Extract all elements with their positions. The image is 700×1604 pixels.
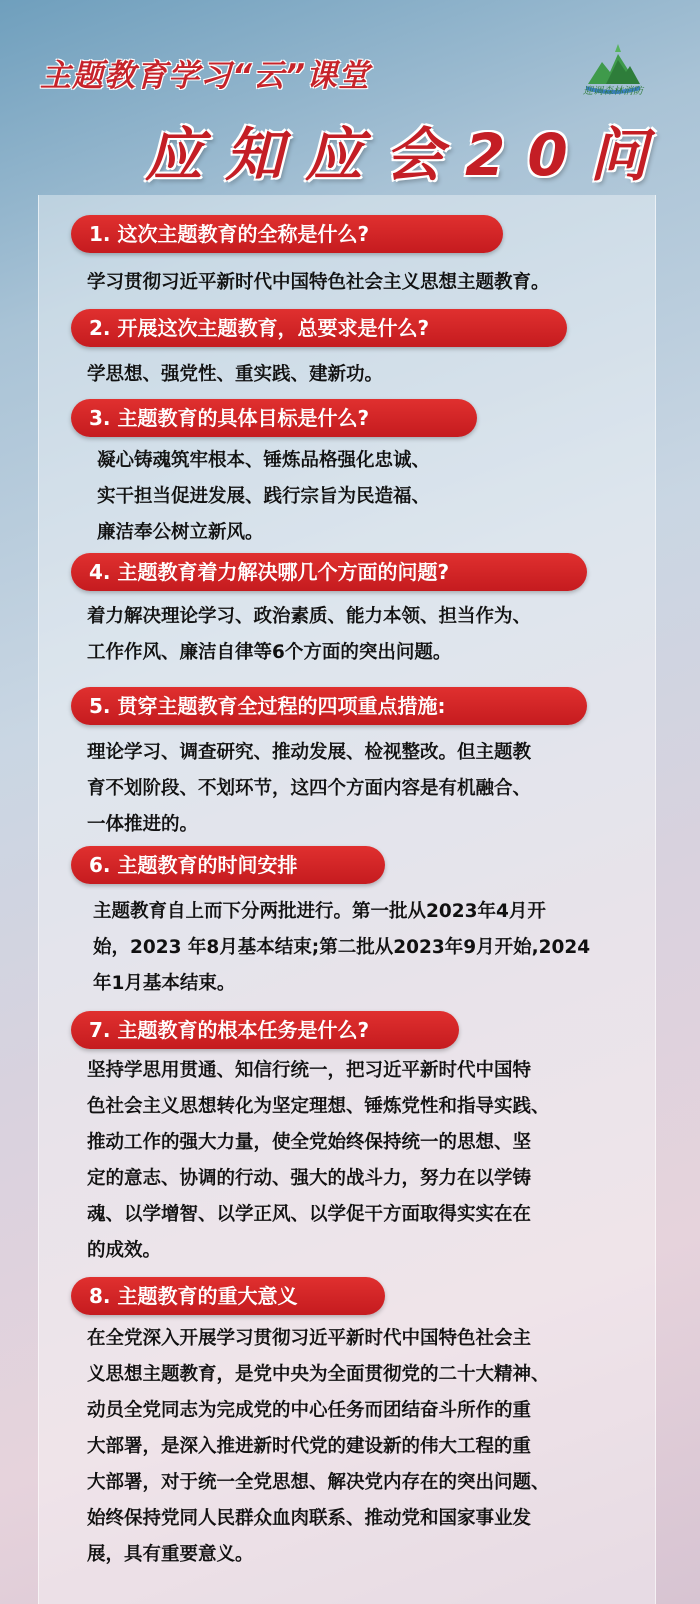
answer-line: 色社会主义思想转化为坚定理想、锤炼党性和指导实践、 (87, 1096, 550, 1117)
answer-line: 魂、以学增智、以学正风、以学促干方面取得实实在在 (87, 1204, 532, 1225)
question-text: 3. 主题教育的具体目标是什么? (89, 406, 370, 430)
answer-line: 育不划阶段、不划环节，这四个方面内容是有机融合、 (87, 778, 532, 799)
question-banner (71, 1011, 459, 1049)
answer-line: 始终保持党同人民群众血肉联系、推动党和国家事业发 (87, 1508, 532, 1529)
header (0, 0, 700, 190)
question-text: 8. 主题教育的重大意义 (89, 1284, 298, 1308)
question-banner (71, 399, 477, 437)
answer-line: 推动工作的强大力量，使全党始终保持统一的思想、坚 (87, 1132, 532, 1153)
answer-text (93, 894, 633, 1002)
question-text: 2. 开展这次主题教育，总要求是什么? (89, 316, 430, 340)
answer-text (87, 735, 627, 843)
question-banner (71, 553, 587, 591)
answer-text (87, 265, 627, 301)
question-text: 4. 主题教育着力解决哪几个方面的问题? (89, 560, 450, 584)
question-text: 7. 主题教育的根本任务是什么? (89, 1018, 370, 1042)
question-banner (71, 215, 503, 253)
answer-line: 主题教育自上而下分两批进行。第一批从2023年4月开 (93, 901, 546, 922)
answer-line: 工作作风、廉洁自律等6个方面的突出问题。 (87, 642, 452, 663)
answer-text (87, 1321, 627, 1573)
answer-line: 凝心铸魂筑牢根本、锤炼品格强化忠诚、 (97, 450, 431, 471)
answer-line: 理论学习、调查研究、推动发展、检视整改。但主题教 (87, 742, 532, 763)
answer-line: 年1月基本结束。 (93, 973, 236, 994)
page-title: 应知应会20问 (145, 121, 670, 189)
question-banner (71, 687, 587, 725)
answer-line: 坚持学思用贯通、知信行统一，把习近平新时代中国特 (87, 1060, 532, 1081)
answer-text (87, 1053, 627, 1269)
answer-line: 大部署，是深入推进新时代党的建设新的伟大工程的重 (87, 1436, 532, 1457)
answer-line: 大部署，对于统一全党思想、解决党内存在的突出问题、 (87, 1472, 550, 1493)
qa-panel (38, 195, 656, 1604)
answer-text (97, 443, 637, 551)
question-banner (71, 309, 567, 347)
answer-line: 实干担当促进发展、践行宗旨为民造福、 (97, 486, 431, 507)
question-text: 6. 主题教育的时间安排 (89, 853, 298, 877)
answer-line: 学习贯彻习近平新时代中国特色社会主义思想主题教育。 (87, 272, 550, 293)
question-banner (71, 846, 385, 884)
answer-line: 定的意志、协调的行动、强大的战斗力，努力在以学铸 (87, 1168, 532, 1189)
answer-line: 在全党深入开展学习贯彻习近平新时代中国特色社会主 (87, 1328, 532, 1349)
answer-line: 展，具有重要意义。 (87, 1544, 254, 1565)
question-text: 5. 贯穿主题教育全过程的四项重点措施: (89, 694, 446, 718)
question-banner (71, 1277, 385, 1315)
answer-line: 的成效。 (87, 1240, 162, 1261)
answer-line: 学思想、强党性、重实践、建新功。 (87, 364, 384, 385)
answer-line: 动员全党同志为完成党的中心任务而团结奋斗所作的重 (87, 1400, 532, 1421)
answer-line: 义思想主题教育，是党中央为全面贯彻党的二十大精神、 (87, 1364, 550, 1385)
answer-line: 廉洁奉公树立新风。 (97, 522, 264, 543)
answer-line: 一体推进的。 (87, 814, 199, 835)
answer-line: 着力解决理论学习、政治素质、能力本领、担当作为、 (87, 606, 532, 627)
answer-line: 始，2023 年8月基本结束;第二批从2023年9月开始,2024 (93, 937, 591, 958)
question-text: 1. 这次主题教育的全称是什么? (89, 222, 370, 246)
logo-text: 迎调森林消防 (583, 86, 643, 97)
page-subtitle: 主题教育学习“云”课堂 (40, 58, 370, 94)
answer-text (87, 599, 627, 671)
answer-text (87, 357, 627, 393)
